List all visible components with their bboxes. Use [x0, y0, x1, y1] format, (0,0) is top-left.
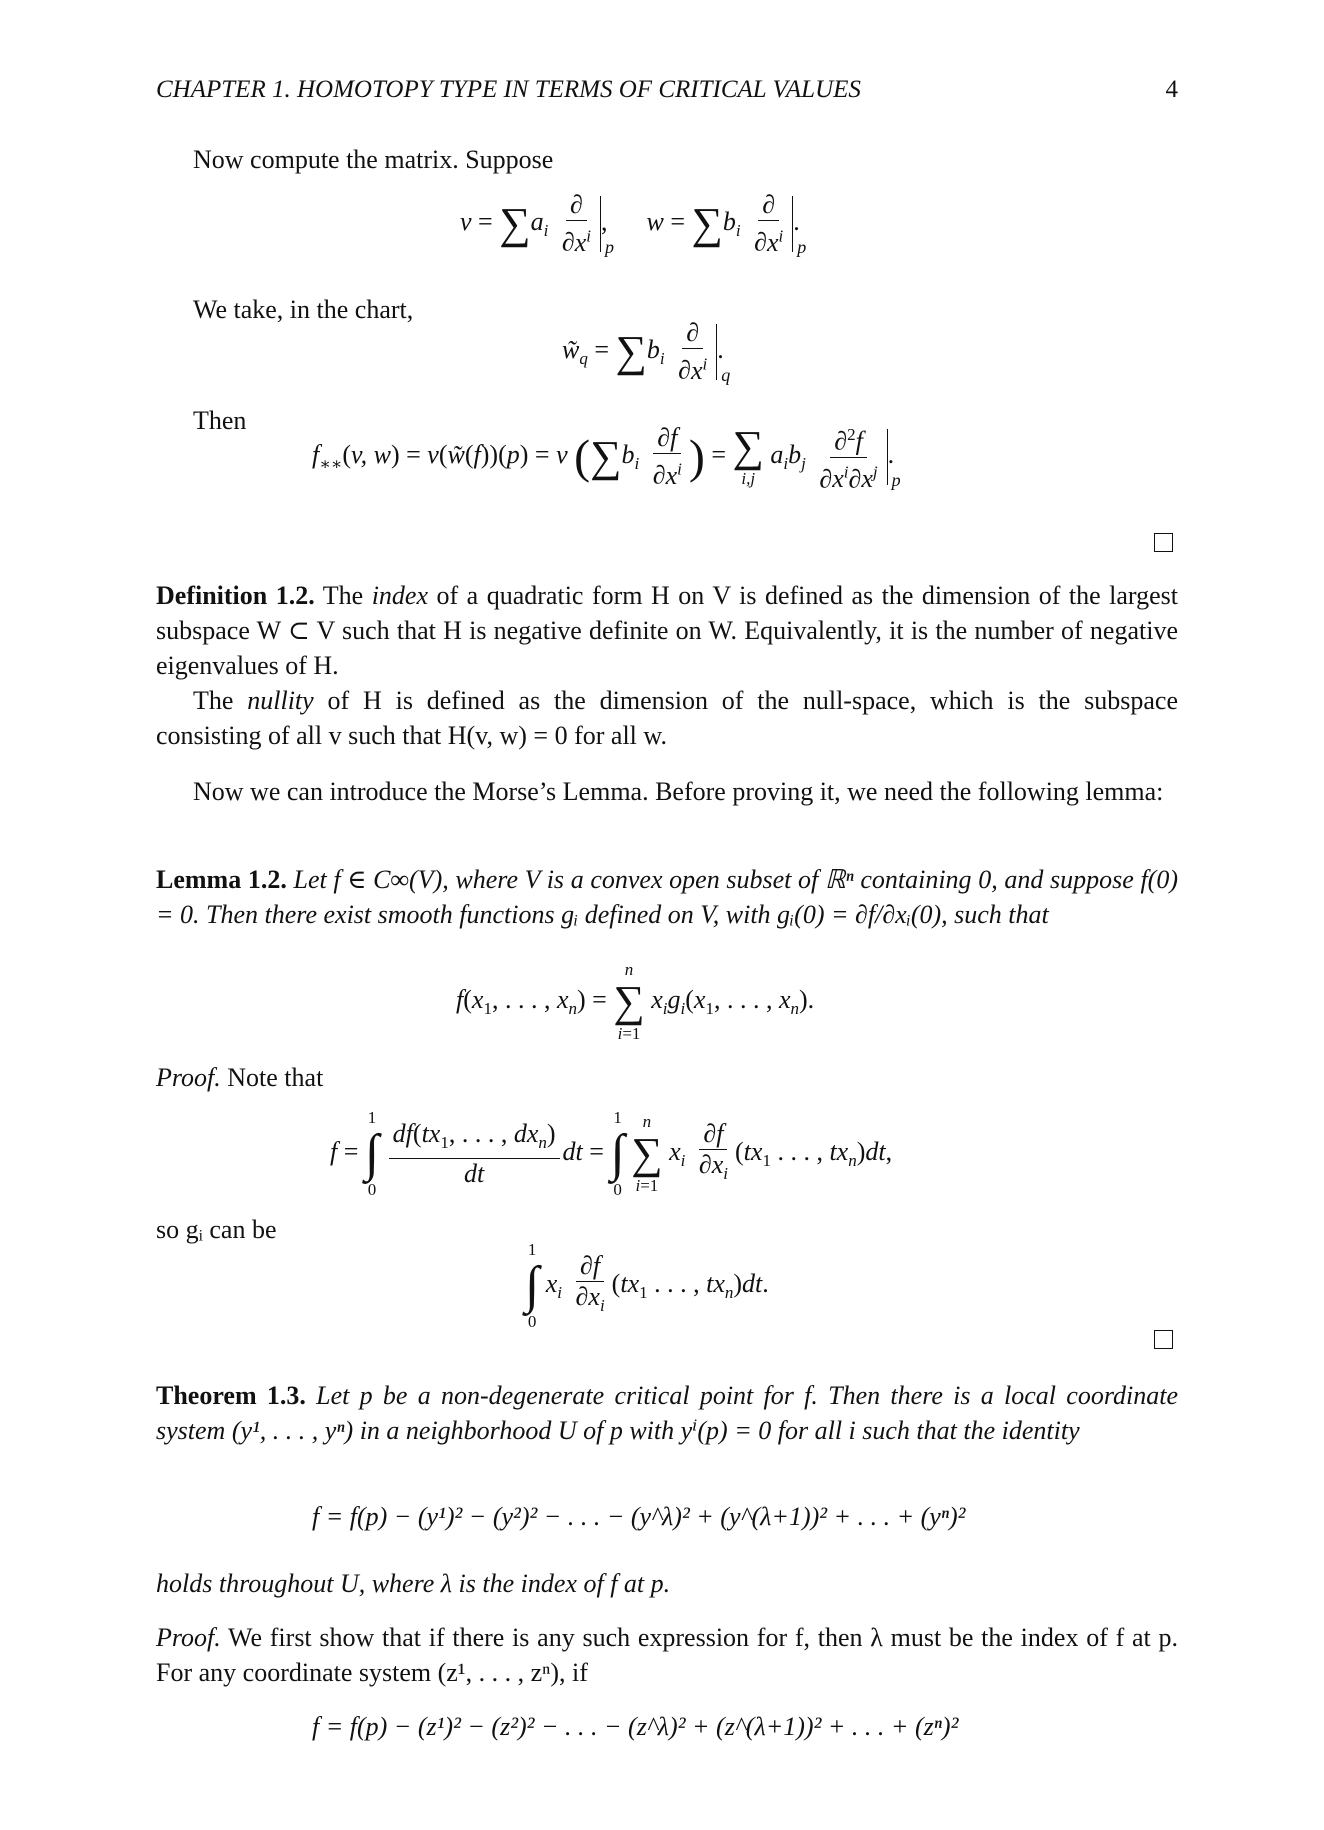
definition-nullity [156, 683, 1178, 753]
definition-label: Definition 1.2. [156, 581, 315, 610]
equation-gi: 1 ∫ 0 $x_i$ $\frac{\partial f}{\partial x_i}$ ($tx_1$ . . . , $tx_n)dt$. [525, 1240, 769, 1331]
proof-1-text: Note that [220, 1063, 324, 1092]
qed-square-1 [1154, 533, 1173, 552]
paragraph-morse: Now we can introduce the Morse’s Lemma. Before proving it, we need the following lemma: [193, 777, 1164, 806]
definition-text-4: of H is defined as the dimension of the null-space, which is the subspace consisting of all v such that H(v, w) = 0 for all w. [156, 686, 1178, 750]
paragraph-then: Then [193, 406, 247, 435]
definition-text-1: The [314, 581, 372, 610]
chapter-title: CHAPTER 1. HOMOTOPY TYPE IN TERMS OF CRITICAL VALUES [156, 76, 861, 103]
definition-text-2: of a quadratic form H on V is defined as the dimension of the largest subspace W ⊂ V such that H is negative definite on W. Equivalently, it is the number of negative eigenvalues of H. [156, 581, 1178, 680]
lemma-1-2 [156, 862, 1178, 932]
paragraph-gi: so gᵢ can be [156, 1215, 277, 1244]
proof-2-label: Proof. [156, 1623, 221, 1652]
definition-nullity-word: nullity [247, 686, 314, 715]
running-header [156, 76, 1178, 104]
equation-theorem: f = f(p) − (y¹)² − (y²)² − . . . − (y^λ)² + (y^(λ+1))² + . . . + (yⁿ)² [312, 1502, 966, 1531]
equation-f-star-star: $f_{∗∗}(v$, w) = v(w̃(f))(p) = v ($\sum b_i$ $\frac{\partial f}{\partial x^i}$ ) = ∑ i,j $a_ib_j$ $\frac{\partial^2f}{\partial x^i\partial x^j}$ p . [312, 420, 894, 494]
paragraph-holds: holds throughout U, where λ is the index of f at p. [156, 1569, 671, 1598]
lemma-label: Lemma 1.2. [156, 865, 287, 894]
definition-text-3: The [193, 686, 248, 715]
equation-integral: f = 1 ∫ 0 $\frac{df(tx_1, . . . , dx_n)}{dt}$ dt = 1 ∫ 0 n ∑ i=1 $x_i$ $\frac{\partial f}{\partial x_i}$ ($tx_1$ . . . , $tx_n)dt$, [330, 1108, 893, 1199]
paragraph-compute: Now compute the matrix. Suppose [193, 145, 554, 174]
equation-lemma: $f(x_1$, . . . , $x_n$) = n ∑ i=1 $x_ig_i(x_1$, . . . , $x_n$). [456, 960, 815, 1043]
proof-1-label: Proof. [156, 1063, 221, 1092]
equation-v-w: $v = \sum a_i$ $\frac{\partial}{\partial x^i}$ p , $w = \sum b_i$ $\frac{\partial}{\partial x^i}$ p . [460, 190, 807, 257]
lemma-text: Let f ∈ C∞(V), where V is a convex open subset of ℝⁿ containing 0, and suppose f(0) = 0. Then there exist smooth functions gᵢ defined on V, with gᵢ(0) = ∂f/∂xᵢ(0), such that [156, 865, 1178, 929]
proof-1 [156, 1060, 323, 1095]
paragraph-chart: We take, in the chart, [193, 295, 414, 324]
equation-proof-2: f = f(p) − (z¹)² − (z²)² − . . . − (z^λ)² + (z^(λ+1))² + . . . + (zⁿ)² [312, 1712, 959, 1741]
proof-2 [156, 1620, 1178, 1690]
proof-2-text: We first show that if there is any such expression for f, then λ must be the index of f at p. For any coordinate system (z¹, . . . , zⁿ), if [156, 1623, 1178, 1687]
definition-index-word: index [371, 581, 429, 610]
page-number: 4 [1165, 76, 1178, 103]
qed-square-2 [1154, 1330, 1173, 1349]
theorem-text: Let p be a non-degenerate critical point for f. Then there is a local coordinate system (y¹, . . . , yⁿ) in a neighborhood U of p with yⁱ(p) = 0 for all i such that the identity [156, 1381, 1178, 1445]
definition-1-2 [156, 578, 1178, 683]
theorem-1-3 [156, 1378, 1178, 1448]
equation-w-tilde: $w̃_q = \sum b_i$ $\frac{\partial}{\partial x^i}$ q . [562, 318, 731, 385]
theorem-label: Theorem 1.3. [156, 1381, 306, 1410]
